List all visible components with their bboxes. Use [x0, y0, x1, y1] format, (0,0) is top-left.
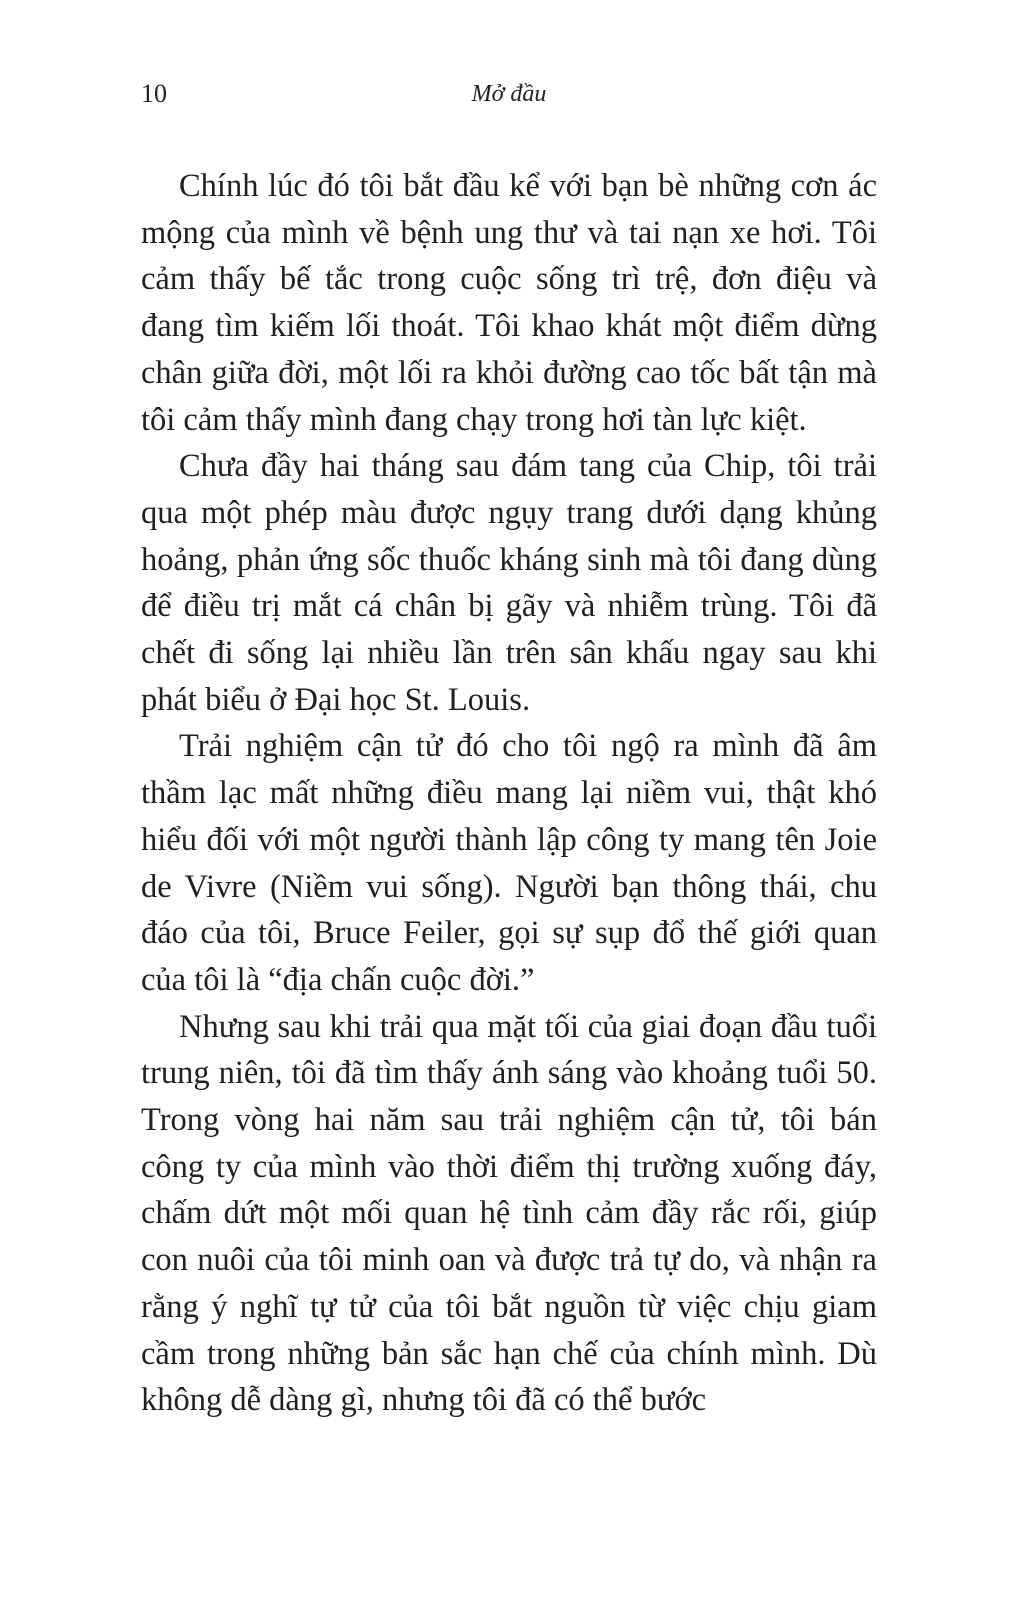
paragraph: Chưa đầy hai tháng sau đám tang của Chip, tôi trải qua một phép màu được ngụy trang dưới dạng khủng hoảng, phản ứng sốc thuốc kháng sinh mà tôi đang dùng để điều trị mắt cá chân bị gãy và nhiễm trùng. Tôi đã chết đi sống lại nhiều lần trên sân khấu ngay sau khi phát biểu ở Đại học St. Louis.	[141, 448, 877, 718]
page-header	[141, 76, 877, 112]
paragraph: Chính lúc đó tôi bắt đầu kể với bạn bè những cơn ác mộng của mình về bệnh ung thư và tai nạn xe hơi. Tôi cảm thấy bế tắc trong cuộc sống trì trệ, đơn điệu và đang tìm kiếm lối thoát. Tôi khao khát một điểm dừng chân giữa đời, một lối ra khỏi đường cao tốc bất tận mà tôi cảm thấy mình đang chạy trong hơi tàn lực kiệt.	[141, 168, 877, 438]
page-number: 10	[141, 79, 167, 108]
paragraph: Nhưng sau khi trải qua mặt tối của giai đoạn đầu tuổi trung niên, tôi đã tìm thấy ánh sáng vào khoảng tuổi 50. Trong vòng hai năm sau trải nghiệm cận tử, tôi bán công ty của mình vào thời điểm thị trường xuống đáy, chấm dứt một mối quan hệ tình cảm đầy rắc rối, giúp con nuôi của tôi minh oan và được trả tự do, và nhận ra rằng ý nghĩ tự tử của tôi bắt nguồn từ việc chịu giam cầm trong những bản sắc hạn chế của chính mình. Dù không dễ dàng gì, nhưng tôi đã có thể bước	[141, 1008, 877, 1419]
paragraph: Trải nghiệm cận tử đó cho tôi ngộ ra mình đã âm thầm lạc mất những điều mang lại niềm vui, thật khó hiểu đối với một người thành lập công ty mang tên Joie de Vivre (Niềm vui sống). Người bạn thông thái, chu đáo của tôi, Bruce Feiler, gọi sự sụp đổ thế giới quan của tôi là “địa chấn cuộc đời.”	[141, 728, 877, 998]
body-text	[141, 163, 877, 1424]
running-head: Mở đầu	[471, 81, 547, 107]
